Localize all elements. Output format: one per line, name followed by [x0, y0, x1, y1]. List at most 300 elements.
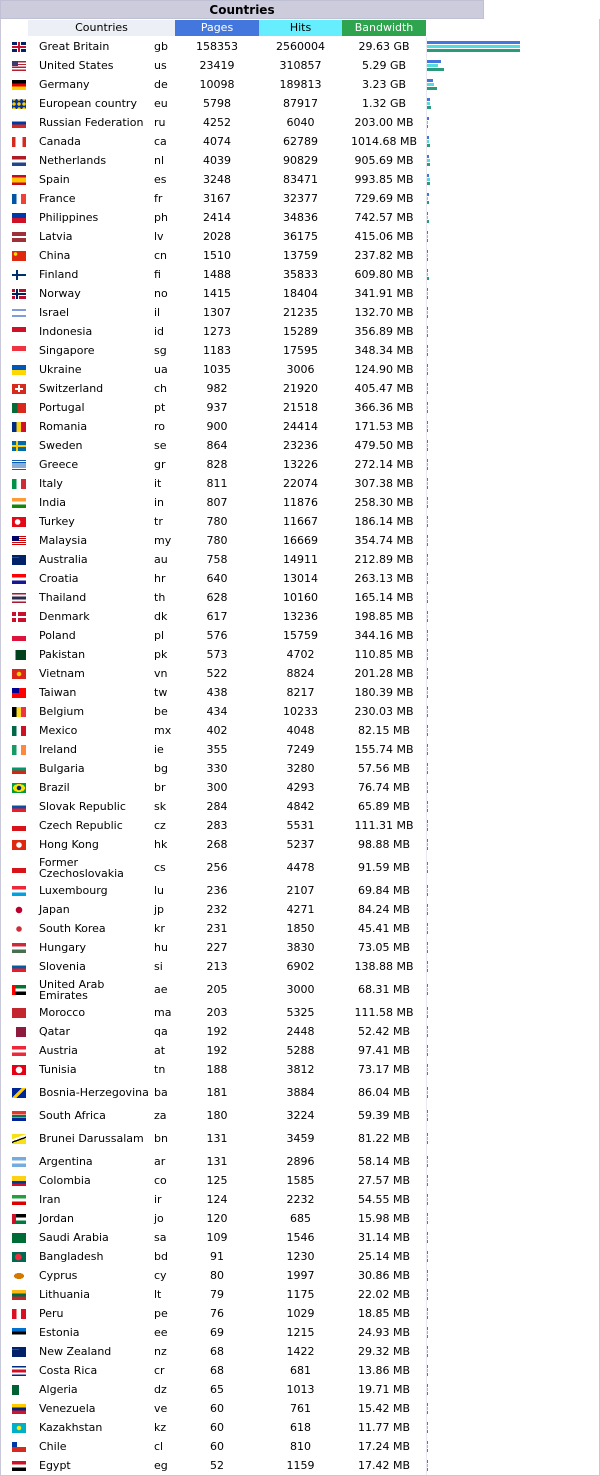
ae-flag-icon: [12, 985, 26, 995]
country-code: at: [154, 1044, 166, 1057]
flag-cell: [12, 1171, 26, 1190]
si-flag-icon: [12, 962, 26, 972]
pages-value: 5798: [203, 97, 231, 110]
country-code: il: [154, 306, 161, 319]
country-code: si: [154, 960, 163, 973]
bandwidth-value: 201.28 MB: [354, 667, 414, 680]
bandwidth-value: 348.34 MB: [354, 344, 414, 357]
country-code: hu: [154, 941, 168, 954]
country-code: ie: [154, 743, 164, 756]
hits-value: 5288: [286, 1044, 315, 1057]
table-row: [0, 360, 600, 379]
dk-flag-icon: [12, 612, 26, 622]
bar-graph: [427, 778, 600, 797]
bar-graph: [427, 1399, 600, 1418]
country-code: nl: [154, 154, 165, 167]
country-name: Estonia: [39, 1326, 80, 1339]
pages-value: 640: [206, 572, 228, 585]
table-row: [0, 797, 600, 816]
country-name: Ireland: [39, 743, 78, 756]
pages-value: 203: [206, 1006, 228, 1019]
table-row: [0, 1022, 600, 1041]
pages-bar: [427, 1460, 428, 1463]
bandwidth-bar: [427, 467, 428, 470]
bandwidth-bar: [427, 1053, 428, 1056]
il-flag-icon: [12, 308, 26, 318]
table-row: [0, 417, 600, 436]
hits-value: 6040: [286, 116, 315, 129]
pages-bar: [427, 984, 428, 987]
bandwidth-bar: [427, 1392, 428, 1395]
hits-value: 10160: [283, 591, 318, 604]
bar-graph: [427, 303, 600, 322]
bandwidth-value: 86.04 MB: [357, 1086, 411, 1099]
flag-cell: [12, 360, 26, 379]
pages-bar: [427, 79, 433, 82]
bar-graph: [427, 132, 600, 151]
hits-bar: [427, 482, 428, 485]
flag-cell: [12, 75, 26, 94]
pages-value: 131: [206, 1155, 228, 1168]
pl-flag-icon: [12, 631, 26, 641]
flag-cell: [12, 284, 26, 303]
ro-flag-icon: [12, 422, 26, 432]
bandwidth-bar: [427, 239, 428, 242]
country-name: Croatia: [39, 572, 79, 585]
hits-value: 2896: [286, 1155, 315, 1168]
hits-value: 34836: [283, 211, 318, 224]
table-row: [0, 94, 600, 113]
pages-bar: [427, 326, 428, 329]
header-bandwidth[interactable]: Bandwidth: [342, 20, 426, 36]
country-code: pe: [154, 1307, 168, 1320]
flag-cell: [12, 683, 26, 702]
bandwidth-bar: [427, 1259, 428, 1262]
pages-bar: [427, 1213, 428, 1216]
bar-graph: [427, 797, 600, 816]
in-flag-icon: [12, 498, 26, 508]
bar-graph: [427, 1152, 600, 1171]
country-name: Portugal: [39, 401, 85, 414]
table-row: [0, 1437, 600, 1456]
pages-value: 982: [206, 382, 228, 395]
hits-bar: [427, 1350, 428, 1353]
bandwidth-bar: [427, 657, 428, 660]
lv-flag-icon: [12, 232, 26, 242]
pages-value: 60: [210, 1440, 224, 1453]
country-name: Netherlands: [39, 154, 107, 167]
hits-bar: [427, 254, 428, 257]
bar-graph: [427, 759, 600, 778]
hits-value: 32377: [283, 192, 318, 205]
bandwidth-value: 25.14 MB: [357, 1250, 411, 1263]
bandwidth-bar: [427, 201, 429, 204]
pages-bar: [427, 668, 428, 671]
bandwidth-value: 73.05 MB: [357, 941, 411, 954]
bandwidth-bar: [427, 714, 428, 717]
se-flag-icon: [12, 441, 26, 451]
hits-bar: [427, 577, 428, 580]
bandwidth-value: 186.14 MB: [354, 515, 414, 528]
bandwidth-value: 993.85 MB: [354, 173, 414, 186]
country-name: Venezuela: [39, 1402, 96, 1415]
pages-value: 65: [210, 1383, 224, 1396]
br-flag-icon: [12, 783, 26, 793]
hits-value: 1013: [286, 1383, 315, 1396]
hits-value: 3224: [286, 1109, 315, 1122]
bandwidth-value: 54.55 MB: [357, 1193, 411, 1206]
hits-value: 18404: [283, 287, 318, 300]
pages-value: 900: [206, 420, 228, 433]
bar-graph: [427, 588, 600, 607]
hits-value: 5531: [286, 819, 315, 832]
bandwidth-value: 31.14 MB: [357, 1231, 411, 1244]
pages-bar: [427, 630, 428, 633]
hits-value: 16669: [283, 534, 318, 547]
hits-value: 35833: [283, 268, 318, 281]
bandwidth-bar: [427, 125, 428, 128]
country-name: Switzerland: [39, 382, 104, 395]
country-name: Luxembourg: [39, 884, 108, 897]
pages-bar: [427, 307, 428, 310]
bandwidth-bar: [427, 992, 428, 995]
table-row: [0, 854, 600, 881]
flag-cell: [12, 1079, 26, 1106]
table-row: [0, 1247, 600, 1266]
pages-value: 236: [206, 884, 228, 897]
flag-cell: [12, 1361, 26, 1380]
country-name: Former Czechoslovakia: [39, 855, 124, 880]
ba-flag-icon: [12, 1088, 26, 1098]
pages-bar: [427, 1327, 428, 1330]
hits-bar: [427, 520, 428, 523]
bandwidth-bar: [427, 1411, 428, 1414]
country-code: ch: [154, 382, 168, 395]
country-code: tw: [154, 686, 168, 699]
flag-cell: [12, 322, 26, 341]
flag-cell: [12, 132, 26, 151]
pages-bar: [427, 763, 428, 766]
country-name: Norway: [39, 287, 81, 300]
bd-flag-icon: [12, 1252, 26, 1262]
pages-bar: [427, 1175, 428, 1178]
pages-bar: [427, 611, 428, 614]
hits-bar: [427, 824, 428, 827]
pages-bar: [427, 961, 428, 964]
bandwidth-value: 198.85 MB: [354, 610, 414, 623]
flag-cell: [12, 588, 26, 607]
flag-cell: [12, 417, 26, 436]
pages-bar: [427, 98, 430, 101]
country-code: vn: [154, 667, 168, 680]
hits-bar: [427, 1445, 428, 1448]
table-row: [0, 303, 600, 322]
pages-bar: [427, 41, 520, 44]
bar-graph: [427, 1418, 600, 1437]
bandwidth-bar: [427, 1316, 428, 1319]
hits-bar: [427, 1274, 428, 1277]
country-name: Ukraine: [39, 363, 82, 376]
bandwidth-value: 1.32 GB: [361, 97, 407, 110]
bandwidth-value: 76.74 MB: [357, 781, 411, 794]
hits-value: 3884: [286, 1086, 315, 1099]
pages-value: 268: [206, 838, 228, 851]
table-row: [0, 1418, 600, 1437]
flag-cell: [12, 1003, 26, 1022]
bar-graph: [427, 436, 600, 455]
table-row: [0, 208, 600, 227]
country-name: Lithuania: [39, 1288, 90, 1301]
bandwidth-value: 82.15 MB: [357, 724, 411, 737]
country-code: de: [154, 78, 168, 91]
hits-value: 6902: [286, 960, 315, 973]
hits-value: 761: [290, 1402, 311, 1415]
bar-graph: [427, 550, 600, 569]
pages-bar: [427, 1110, 428, 1113]
hits-value: 14911: [283, 553, 318, 566]
bar-graph: [427, 113, 600, 132]
bar-graph: [427, 919, 600, 938]
country-name: United States: [39, 59, 114, 72]
hits-bar: [427, 843, 428, 846]
hits-bar: [427, 691, 428, 694]
pages-value: 109: [206, 1231, 228, 1244]
flag-cell: [12, 379, 26, 398]
bar-graph: [427, 94, 600, 113]
country-name: Great Britain: [39, 40, 110, 53]
pages-bar: [427, 687, 428, 690]
pages-bar: [427, 478, 428, 481]
country-name: United Arab Emirates: [39, 977, 105, 1002]
pages-bar: [427, 212, 428, 215]
table-row: [0, 1209, 600, 1228]
country-name: Italy: [39, 477, 63, 490]
bandwidth-bar: [427, 1449, 428, 1452]
tw-flag-icon: [12, 688, 26, 698]
flag-cell: [12, 976, 26, 1003]
table-row: [0, 170, 600, 189]
hits-bar: [427, 1255, 428, 1258]
country-code: qa: [154, 1025, 168, 1038]
hits-bar: [427, 45, 520, 48]
kz-flag-icon: [12, 1423, 26, 1433]
pages-value: 69: [210, 1326, 224, 1339]
pages-value: 3167: [203, 192, 231, 205]
hu-flag-icon: [12, 943, 26, 953]
pages-value: 780: [206, 534, 228, 547]
flag-cell: [12, 1342, 26, 1361]
hits-value: 1850: [286, 922, 315, 935]
pages-value: 256: [206, 861, 228, 874]
flag-cell: [12, 1041, 26, 1060]
table-row: [0, 881, 600, 900]
country-code: tn: [154, 1063, 166, 1076]
pages-value: 68: [210, 1364, 224, 1377]
bandwidth-bar: [427, 733, 428, 736]
bandwidth-value: 203.00 MB: [354, 116, 414, 129]
hits-bar: [427, 273, 428, 276]
bar-graph: [427, 881, 600, 900]
cn-flag-icon: [12, 251, 26, 261]
flag-cell: [12, 645, 26, 664]
bar-graph: [427, 1079, 600, 1106]
hits-bar: [427, 672, 428, 675]
bandwidth-bar: [427, 1034, 428, 1037]
table-row: [0, 702, 600, 721]
hits-value: 24414: [283, 420, 318, 433]
flag-cell: [12, 1399, 26, 1418]
panel-title: Countries: [0, 0, 484, 19]
lu-flag-icon: [12, 886, 26, 896]
table-row: [0, 957, 600, 976]
bandwidth-bar: [427, 790, 428, 793]
country-name: Brunei Darussalam: [39, 1132, 144, 1145]
cs-flag-icon: [12, 863, 26, 873]
country-name: Jordan: [39, 1212, 74, 1225]
hits-bar: [427, 1369, 428, 1372]
country-name: Kazakhstan: [39, 1421, 103, 1434]
pages-value: 828: [206, 458, 228, 471]
bar-graph: [427, 208, 600, 227]
it-flag-icon: [12, 479, 26, 489]
hits-value: 3280: [286, 762, 315, 775]
ar-flag-icon: [12, 1157, 26, 1167]
flag-cell: [12, 94, 26, 113]
pages-bar: [427, 516, 428, 519]
pages-bar: [427, 174, 429, 177]
bandwidth-value: 132.70 MB: [354, 306, 414, 319]
hits-bar: [427, 311, 428, 314]
bandwidth-bar: [427, 182, 430, 185]
flag-cell: [12, 550, 26, 569]
pages-value: 1273: [203, 325, 231, 338]
country-name: Bulgaria: [39, 762, 85, 775]
bar-graph: [427, 976, 600, 1003]
bandwidth-value: 24.93 MB: [357, 1326, 411, 1339]
bandwidth-value: 479.50 MB: [354, 439, 414, 452]
bandwidth-bar: [427, 163, 430, 166]
bandwidth-bar: [427, 448, 428, 451]
pages-bar: [427, 421, 428, 424]
flag-cell: [12, 778, 26, 797]
bandwidth-bar: [427, 315, 428, 318]
bandwidth-bar: [427, 912, 428, 915]
hits-bar: [427, 1049, 428, 1052]
bar-graph: [427, 938, 600, 957]
country-code: ae: [154, 983, 168, 996]
table-row: [0, 1060, 600, 1079]
ee-flag-icon: [12, 1328, 26, 1338]
hits-bar: [427, 406, 428, 409]
hits-value: 5237: [286, 838, 315, 851]
country-code: sk: [154, 800, 167, 813]
flag-cell: [12, 900, 26, 919]
pages-bar: [427, 155, 429, 158]
hits-value: 4702: [286, 648, 315, 661]
hits-value: 1422: [286, 1345, 315, 1358]
hits-value: 23236: [283, 439, 318, 452]
flag-cell: [12, 1125, 26, 1152]
table-row: [0, 1190, 600, 1209]
bandwidth-bar: [427, 1278, 428, 1281]
bandwidth-value: 165.14 MB: [354, 591, 414, 604]
hits-bar: [427, 1160, 428, 1163]
bandwidth-value: 52.42 MB: [357, 1025, 411, 1038]
bar-graph: [427, 227, 600, 246]
header-countries[interactable]: Countries: [28, 20, 175, 36]
flag-cell: [12, 37, 26, 56]
table-row: [0, 1152, 600, 1171]
za-flag-icon: [12, 1111, 26, 1121]
country-name: Tunisia: [39, 1063, 77, 1076]
hits-bar: [427, 444, 428, 447]
bandwidth-value: 19.71 MB: [357, 1383, 411, 1396]
pages-value: 91: [210, 1250, 224, 1263]
country-name: Latvia: [39, 230, 73, 243]
hits-bar: [427, 330, 428, 333]
pages-bar: [427, 1289, 428, 1292]
table-row: [0, 588, 600, 607]
flag-cell: [12, 721, 26, 740]
table-row: [0, 1361, 600, 1380]
flag-cell: [12, 208, 26, 227]
header-hits[interactable]: Hits: [259, 20, 342, 36]
hits-bar: [427, 1407, 428, 1410]
pages-value: 811: [206, 477, 228, 490]
country-code: ma: [154, 1006, 172, 1019]
table-row: [0, 531, 600, 550]
country-code: kz: [154, 1421, 167, 1434]
pages-value: 1307: [203, 306, 231, 319]
hits-value: 22074: [283, 477, 318, 490]
hits-value: 10233: [283, 705, 318, 718]
bandwidth-value: 29.63 GB: [358, 40, 410, 53]
country-code: in: [154, 496, 165, 509]
country-code: au: [154, 553, 168, 566]
country-code: es: [154, 173, 167, 186]
country-name: Iran: [39, 1193, 61, 1206]
country-code: dz: [154, 1383, 167, 1396]
bandwidth-value: 17.42 MB: [357, 1459, 411, 1472]
hits-bar: [427, 349, 428, 352]
pk-flag-icon: [12, 650, 26, 660]
pages-bar: [427, 862, 428, 865]
hits-bar: [427, 140, 429, 143]
bandwidth-value: 22.02 MB: [357, 1288, 411, 1301]
table-row: [0, 265, 600, 284]
bandwidth-value: 73.17 MB: [357, 1063, 411, 1076]
hits-value: 2232: [286, 1193, 315, 1206]
hits-bar: [427, 1091, 428, 1094]
country-name: India: [39, 496, 66, 509]
pages-bar: [427, 1045, 428, 1048]
flag-cell: [12, 1106, 26, 1125]
country-code: lu: [154, 884, 165, 897]
pages-bar: [427, 706, 428, 709]
hits-bar: [427, 634, 428, 637]
nz-flag-icon: [12, 1347, 26, 1357]
pages-value: 330: [206, 762, 228, 775]
flag-cell: [12, 664, 26, 683]
hits-bar: [427, 501, 428, 504]
header-pages[interactable]: Pages: [175, 20, 259, 36]
pages-value: 52: [210, 1459, 224, 1472]
pages-value: 1510: [203, 249, 231, 262]
hits-value: 2560004: [276, 40, 325, 53]
hits-value: 3000: [286, 983, 315, 996]
hits-bar: [427, 197, 428, 200]
bar-graph: [427, 816, 600, 835]
